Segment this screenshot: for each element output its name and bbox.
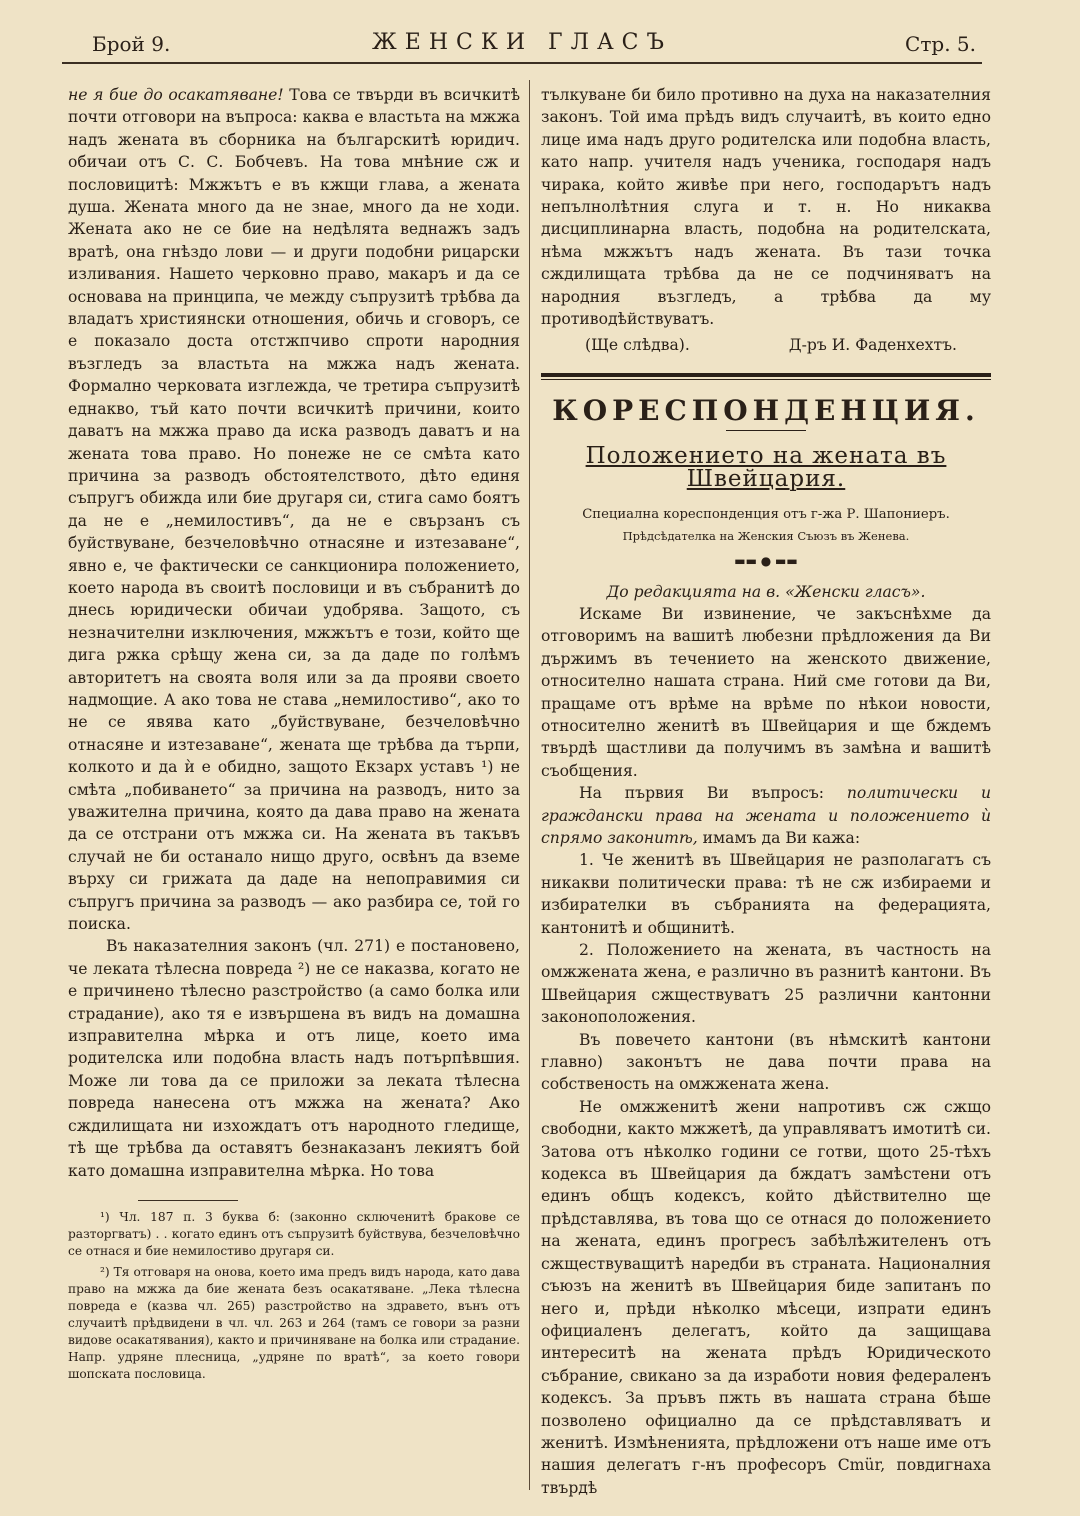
right-paragraph-2-lead: На първия Ви въпросъ: bbox=[579, 784, 847, 803]
footnote-rule bbox=[138, 1200, 238, 1201]
ornament-divider: ▬▬ ● ▬▬ bbox=[734, 554, 798, 569]
article-title: Положението на жената въ Швейцария. bbox=[585, 443, 947, 492]
right-paragraph-3: 1. Че женитѣ въ Швейцария не разполагатъ съ никакви политически права: тѣ не сж избираеми и избирателки въ събранията на федерацията, кантонитѣ и общинитѣ. bbox=[541, 851, 991, 937]
right-paragraph-6: Не омжженитѣ жени напротивъ сж сжщо свободни, както мжжетѣ, да управляватъ имотитѣ си. Затова отъ нѣколко години се готви, щото 25-тѣхъ кодекса въ Швейцария да бждатъ замѣстени отъ единъ общъ кодексъ, който дѣйствително ще прѣдставлява, въ това що се отнася до положението на жената, единъ прогресъ забѣлѣжителенъ отъ сжществуващитѣ наредби въ страната. Националния съюзъ на женитѣ въ Швейцария биде запитанъ по него и, прѣди нѣколко мѣсеци, изпрати единъ официаленъ делегатъ, който да защищава интереситѣ на жената прѣдъ Юридическото събрание, свикано за да изработи новия федераленъ кодексъ. За пръвъ пжть въ нашата страна бѣше позволено официално да се прѣдставляватъ и женитѣ. Измѣненията, прѣдложени отъ наше име отъ нашия делегатъ г-нъ професоръ Cmür, повдигнаха твърдѣ bbox=[541, 1097, 991, 1497]
left-paragraph-1-text: Това се твърди въ всичкитѣ почти отговори на въпроса: каква е властьта на мжжа надъ жената въ сборника на българскитѣ юридич. обичаи отъ С. С. Бобчевъ. На това мнѣние сж и пословицитѣ: Мжжътъ е въ кжщи глава, а жената душа. Жената много да не знае, много да не ходи. Жената ако не се бие на недѣлята веднажъ задъ вратѣ, она гнѣздо лови — и други подобни рицарски изливания. Нашето черковно право, макаръ и да се основава на принципа, че между съпрузитѣ трѣбва да владатъ християнски отношения, обичь и сговоръ, се е показало доста отстжпчиво спроти народния възгледъ за властьта на мжжа надъ жената. Формално черковата изглежда, че третира съпрузитѣ еднакво, тъй като почти всичкитѣ причини, които даватъ на мжжа право да иска разводъ даватъ и на жената това право. Но понеже не се смѣта като причина за разводъ обстоятелството, дѣто единя съпругъ обижда или бие другаря си, стига само боятъ да не е „немилостивъ“, да не е свързанъ съ буйствуване, безчеловѣчно отнасяне и изтезаване“, явно е, че фактически се санкционира положението, което народа въ своитѣ пословици и въ събранитѣ до днесь юридически обичаи удобрява. Защото, съ незначителни изключения, мжжътъ е този, който ще дига ржка срѣщу жена си, за да даде по голѣмъ авторитетъ на своята воля или за да прояви своето надмощие. А ако това не става „немилостиво“, ако то не се явява като „буйствуване, безчеловѣчно отнасяне и изтезаване“, жената ще трѣбва да търпи, колкото и да ѝ е обидно, защото Екзарх уставъ ¹) не смѣта „побиването“ за причина на разводъ, нито за уважителна причина, която да дава право на жената да се отстрани отъ мжжа си. На жената въ такъвъ случай не би останало нищо друго, освѣнъ да вземе върху си грижата да даде на непоправимия си съпругъ причина за разводъ — ако разбира се, той го поиска. bbox=[68, 86, 520, 934]
column-divider bbox=[529, 80, 530, 1490]
page-header bbox=[62, 28, 982, 64]
right-paragraph-5: Въ повечето кантони (въ нѣмскитѣ кантони главно) законътъ не дава почти права на собственость на омжжената жена. bbox=[541, 1030, 991, 1094]
title-rule bbox=[726, 430, 806, 431]
footnote-1: ¹) Чл. 187 п. 3 буква б: (законно сключенитѣ бракове се разторгватъ) . . когато единъ отъ съпрузитѣ буйствува, безчеловѣчно се отнася и бие немилостиво другаря си. bbox=[68, 1209, 520, 1258]
author-name: Д-ръ И. Фаденхехтъ. bbox=[788, 336, 957, 355]
header-rule bbox=[62, 62, 982, 64]
masthead-title: ЖЕНСКИ ГЛАСЪ bbox=[372, 30, 672, 55]
issue-number: Брой 9. bbox=[92, 32, 171, 56]
right-paragraph-2-emphasis: политически и граждански права на жената и положението ѝ спрямо законитѣ, bbox=[541, 784, 991, 847]
footnotes bbox=[68, 1209, 520, 1383]
left-paragraph-2: Въ наказателния законъ (чл. 271) е постановено, че леката тѣлесна повреда ²) не се наказва, когато не е причинено тѣлесно разстройство (а само болка или страдание), ако тя е извършена въ видъ на домашна изправителна мѣрка и отъ лице, което има родителска или подобна власть надъ потърпѣвшия. Може ли това да се приложи за леката тѣлесна повреда нанесена отъ мжжа на жената? Ако сждилищата ни изхождатъ отъ народното гледище, тѣ ще трѣбва да оставятъ безнаказанъ лекиятъ бой като домашна изправителна мѣрка. Но това bbox=[68, 937, 520, 1180]
right-paragraph-2-tail: имамъ да Ви кажа: bbox=[697, 828, 861, 847]
left-paragraph-1 bbox=[68, 84, 520, 935]
section-rule-thick bbox=[541, 373, 991, 377]
footnote-2: ²) Тя отговаря на онова, което има предъ видъ народа, като дава право на мжжа да бие жената безъ осакатяване. „Лека тѣлесна повреда е (казва чл. 265) разстройство на здравето, вънъ отъ случаитѣ прѣдвидени в чл. чл. 263 и 264 (тамъ се говори за разни видове осакатявания), както и причиняване на болка или страдание. Напр. удряне плесница, „удряне по вратѣ“, за което говори шопската пословица. bbox=[68, 1264, 520, 1381]
left-column bbox=[68, 84, 520, 1387]
page-number: Стр. 5. bbox=[905, 32, 976, 56]
right-paragraph-1: Искаме Ви извинение, че закъснѣхме да отговоримъ на вашитѣ любезни прѣдложения да Ви държимъ въ течението на женското движение, относително нашата страна. Ний сме готови да Ви, пращаме отъ врѣме на врѣме по нѣкои новости, относително женитѣ въ Швейцария и ще бждемъ твърдѣ щастливи да получимъ въ замѣна и вашитѣ съобщения. bbox=[541, 604, 991, 780]
author-affiliation: Прѣдсѣдателка на Женския Съюзъ въ Женева. bbox=[622, 529, 910, 544]
right-paragraph-2 bbox=[541, 782, 991, 849]
left-paragraph-1-emphasis: не я бие до осакатяване! bbox=[68, 86, 284, 104]
right-paragraph-4: 2. Положението на жената, въ частность на омжжената жена, е различно въ разнитѣ кантони. Въ Швейцария сжществуватъ 25 различни кантонни законоположения. bbox=[541, 941, 991, 1027]
article-signature bbox=[541, 330, 991, 356]
section-rule-thin bbox=[541, 379, 991, 380]
article-byline: Специална кореспонденция отъ г-жа Р. Шапониеръ. bbox=[582, 507, 950, 523]
to-be-continued: (Ще слѣдва). bbox=[585, 336, 690, 355]
section-title: КОРЕСПОНДЕНЦИЯ. bbox=[552, 393, 980, 427]
salutation: До редакцията на в. «Женски гласъ». bbox=[606, 582, 926, 601]
right-continuation-paragraph: тълкуване би било противно на духа на наказателния законъ. Той има прѣдъ видъ случаитѣ, въ които едно лице има надъ друго родителска или подобна власть, като напр. учителя надъ ученика, господаря надъ чирака, който живѣе при него, господарътъ надъ непълнолѣтния слуга и т. н. Но никаква дисциплинарна власть, подобна на родителската, нѣма мжжътъ надъ жената. Въ тази точка сждилищата трѣбва да не се подчиняватъ на народния възгледъ, а трѣбва да му противодѣйствуватъ. bbox=[541, 86, 991, 329]
right-column bbox=[541, 84, 991, 1499]
